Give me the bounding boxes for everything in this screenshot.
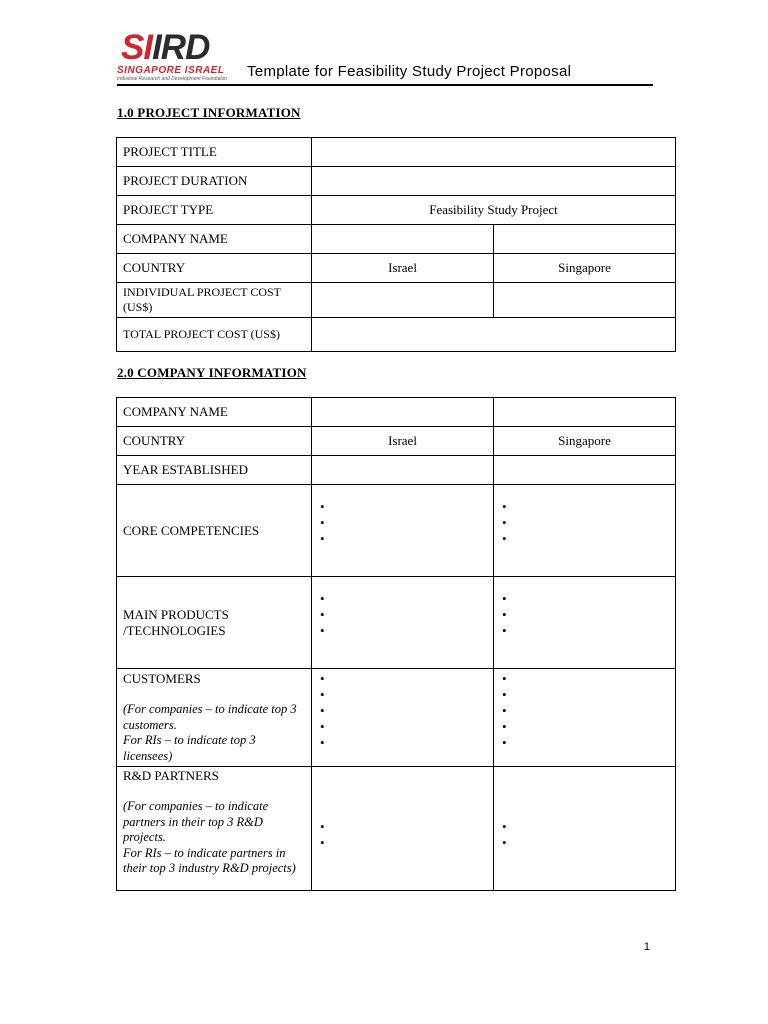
document-header: [117, 30, 653, 86]
rd-note-companies: (For companies – to indicate partners in their top 3 R&D projects.: [123, 799, 269, 844]
bullet: •: [502, 819, 507, 834]
label-year-established: YEAR ESTABLISHED: [117, 456, 312, 485]
field-customers-singapore[interactable]: [494, 669, 676, 767]
bullet: •: [502, 687, 507, 702]
logo-subtitle: SINGAPORE ISRAEL: [117, 65, 225, 76]
table-row: [117, 427, 676, 456]
label-main-products: MAIN PRODUCTS /TECHNOLOGIES: [117, 577, 312, 669]
project-information-table: [116, 137, 676, 352]
customers-note-ris: For RIs – to indicate top 3 licensees): [123, 733, 256, 763]
bullet-list: [318, 499, 487, 547]
field-total-cost[interactable]: [312, 318, 676, 352]
table-row: [117, 283, 676, 318]
bullet: •: [320, 671, 325, 686]
rd-note-ris: For RIs – to indicate partners in their top 3 industry R&D projects): [123, 845, 296, 875]
label-rd-partners: R&D PARTNERS: [123, 768, 219, 783]
bullet: •: [502, 623, 507, 638]
field-project-duration[interactable]: [312, 167, 676, 196]
country-israel: Israel: [312, 427, 494, 456]
bullet: •: [502, 515, 507, 530]
bullet: •: [502, 719, 507, 734]
field-project-title[interactable]: [312, 138, 676, 167]
table-row: [117, 577, 676, 669]
field-customers-israel[interactable]: [312, 669, 494, 767]
label-total-cost: TOTAL PROJECT COST (US$): [117, 318, 312, 352]
country-israel: Israel: [312, 254, 494, 283]
field-rd-singapore[interactable]: [494, 767, 676, 891]
bullet: •: [502, 607, 507, 622]
table-row: [117, 398, 676, 427]
table-row: [117, 767, 676, 891]
table-row: [117, 196, 676, 225]
label-project-type: PROJECT TYPE: [117, 196, 312, 225]
section-2-title: 2.0 COMPANY INFORMATION: [117, 365, 307, 380]
table-row: [117, 669, 676, 767]
label-company-name: COMPANY NAME: [117, 398, 312, 427]
field-company-name-israel[interactable]: [312, 398, 494, 427]
field-products-singapore[interactable]: [494, 577, 676, 669]
header-divider: [117, 84, 653, 86]
field-company-name-singapore[interactable]: [494, 225, 676, 254]
bullet: •: [502, 531, 507, 546]
table-row: [117, 225, 676, 254]
table-row: [117, 254, 676, 283]
field-year-singapore[interactable]: [494, 456, 676, 485]
label-individual-cost: INDIVIDUAL PROJECT COST (US$): [117, 283, 312, 318]
field-individual-cost-israel[interactable]: [312, 283, 494, 318]
field-core-israel[interactable]: [312, 485, 494, 577]
bullet-list: [318, 671, 487, 751]
bullet: •: [502, 735, 507, 750]
logo-tagline: Industrial Research and Development Foundation: [117, 76, 228, 82]
label-country: COUNTRY: [117, 427, 312, 456]
label-core-competencies: CORE COMPETENCIES: [117, 485, 312, 577]
customers-note-companies: (For companies – to indicate top 3 customers.: [123, 702, 297, 732]
field-year-israel[interactable]: [312, 456, 494, 485]
bullet-list: [318, 591, 487, 639]
table-row: [117, 138, 676, 167]
bullet-list: [500, 819, 669, 851]
bullet: •: [320, 623, 325, 638]
bullet-list: [500, 671, 669, 751]
label-company-name: COMPANY NAME: [117, 225, 312, 254]
bullet: •: [320, 719, 325, 734]
field-rd-israel[interactable]: [312, 767, 494, 891]
label-customers: CUSTOMERS: [123, 671, 201, 686]
bullet: •: [320, 819, 325, 834]
label-rd-partners-cell: [117, 767, 312, 891]
bullet-list: [500, 591, 669, 639]
field-individual-cost-singapore[interactable]: [494, 283, 676, 318]
label-customers-cell: [117, 669, 312, 767]
bullet: •: [502, 591, 507, 606]
logo-wordmark: SIIRD: [121, 28, 210, 67]
siird-logo: [117, 30, 237, 82]
field-core-singapore[interactable]: [494, 485, 676, 577]
bullet: •: [502, 835, 507, 850]
bullet: •: [320, 591, 325, 606]
page-number: 1: [643, 941, 650, 953]
bullet: •: [320, 687, 325, 702]
label-project-title: PROJECT TITLE: [117, 138, 312, 167]
country-singapore: Singapore: [494, 254, 676, 283]
bullet: •: [502, 703, 507, 718]
table-row: [117, 318, 676, 352]
label-country: COUNTRY: [117, 254, 312, 283]
table-row: [117, 167, 676, 196]
bullet-list: [318, 819, 487, 851]
bullet: •: [320, 835, 325, 850]
company-information-table: [116, 397, 676, 891]
bullet: •: [320, 531, 325, 546]
bullet: •: [320, 499, 325, 514]
field-products-israel[interactable]: [312, 577, 494, 669]
bullet: •: [502, 499, 507, 514]
bullet: •: [502, 671, 507, 686]
bullet: •: [320, 703, 325, 718]
field-company-name-israel[interactable]: [312, 225, 494, 254]
bullet-list: [500, 499, 669, 547]
country-singapore: Singapore: [494, 427, 676, 456]
section-1-title: 1.0 PROJECT INFORMATION: [117, 105, 301, 120]
field-company-name-singapore[interactable]: [494, 398, 676, 427]
field-project-type: Feasibility Study Project: [312, 196, 676, 225]
bullet: •: [320, 735, 325, 750]
bullet: •: [320, 607, 325, 622]
table-row: [117, 456, 676, 485]
document-title: Template for Feasibility Study Project Proposal: [247, 63, 572, 80]
table-row: [117, 485, 676, 577]
label-project-duration: PROJECT DURATION: [117, 167, 312, 196]
bullet: •: [320, 515, 325, 530]
